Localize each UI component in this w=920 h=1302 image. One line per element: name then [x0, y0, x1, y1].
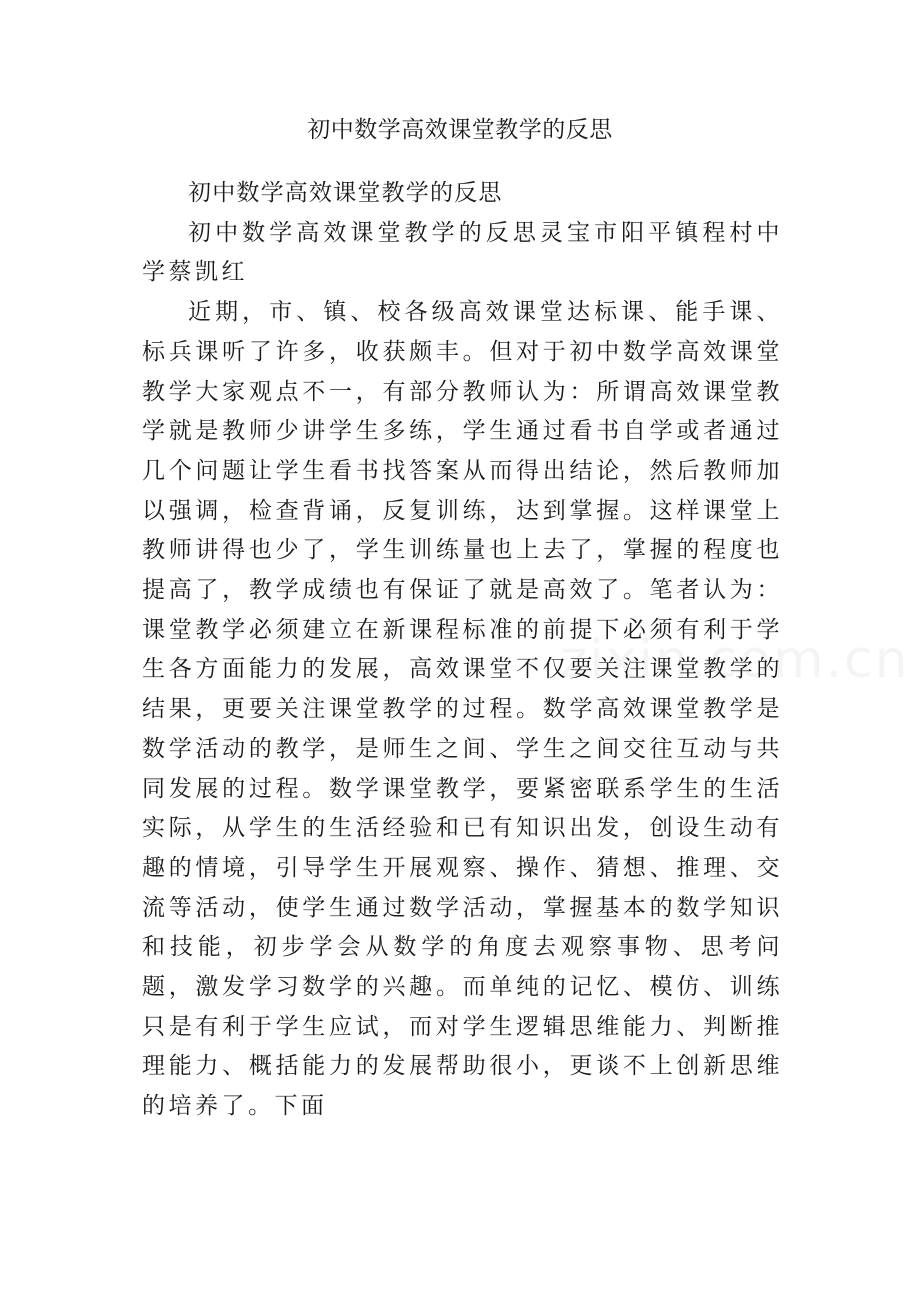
- body-paragraph-author: 初中数学高效课堂教学的反思灵宝市阳平镇程村中学蔡凯红: [142, 219, 783, 286]
- document-title: 初中数学高效课堂教学的反思: [307, 117, 613, 143]
- document-body: [142, 174, 783, 1127]
- body-paragraph-main: 近期，市、镇、校各级高效课堂达标课、能手课、标兵课听了许多，收获颇丰。但对于初中数学高效课堂教学大家观点不一，有部分教师认为：所谓高效课堂教学就是教师少讲学生多练，学生通过看书自学或者通过几个问题让学生看书找答案从而得出结论，然后教师加以强调，检查背诵，反复训练，达到掌握。这样课堂上教师讲得也少了，学生训练量也上去了，掌握的程度也提高了，教学成绩也有保证了就是高效了。笔者认为：课堂教学必须建立在新课程标准的前提下必须有利于学生各方面能力的发展，高效课堂不仅要关注课堂教学的结果，更要关注课堂教学的过程。数学高效课堂教学是数学活动的教学，是师生之间、学生之间交往互动与共同发展的过程。数学课堂教学，要紧密联系学生的生活实际，从学生的生活经验和已有知识出发，创设生动有趣的情境，引导学生开展观察、操作、猜想、推理、交流等活动，使学生通过数学活动，掌握基本的数学知识和技能，初步学会从数学的角度去观察事物、思考问题，激发学习数学的兴趣。而单纯的记忆、模仿、训练只是有利于学生应试，而对学生逻辑思维能力、判断推理能力、概括能力的发展帮助很小，更谈不上创新思维的培养了。下面: [142, 299, 783, 1120]
- body-paragraph-subtitle: 初中数学高效课堂教学的反思: [188, 180, 503, 206]
